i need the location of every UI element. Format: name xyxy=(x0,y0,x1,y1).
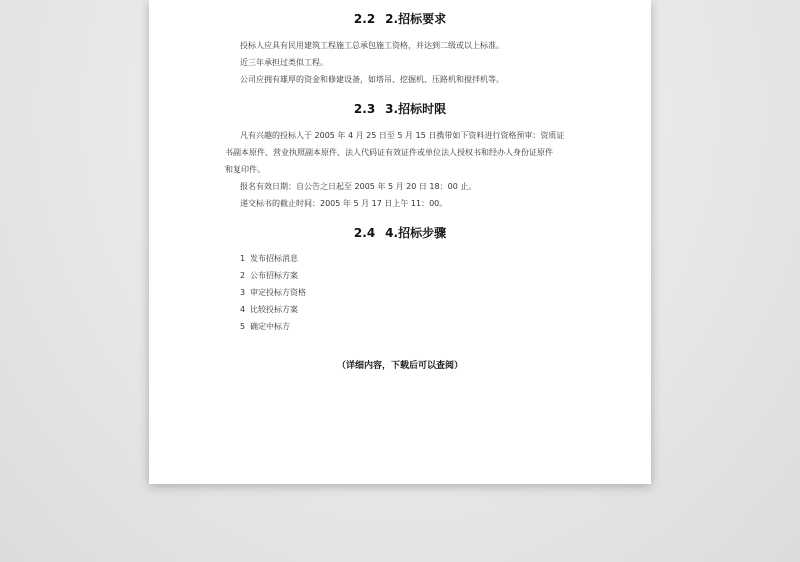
step-text: 比较投标方案 xyxy=(250,305,298,314)
step-text: 发布招标消息 xyxy=(250,254,298,263)
list-item xyxy=(240,253,298,264)
list-item xyxy=(240,287,306,298)
section-heading-2-4 xyxy=(149,224,651,241)
section-title: 4.招标步骤 xyxy=(385,226,447,240)
detail-line: 递交标书的截止时间：2005 年 5 月 17 日上午 11：00。 xyxy=(240,199,448,208)
section-number: 2.2 xyxy=(353,12,376,26)
step-number: 4 xyxy=(240,305,246,314)
paragraph-line: 书副本原件、营业执照副本原件、法人代码证有效证件或单位法人授权书和经办人身份证原件 xyxy=(225,148,553,157)
paragraph-line: 凡有兴趣的投标人于 2005 年 4 月 25 日至 5 月 15 日携带如下资料进行资格预审：资质证 xyxy=(240,131,565,140)
download-note: （详细内容，下载后可以查阅） xyxy=(336,361,463,371)
paragraph-line: 和复印件。 xyxy=(225,165,265,174)
section-number: 2.3 xyxy=(353,102,376,116)
paragraph-line: 公司应拥有雄厚的资金和修建设备，如塔吊、挖掘机、压路机和搅拌机等。 xyxy=(240,75,504,84)
section-heading-2-3 xyxy=(149,100,651,117)
section-title: 3.招标时限 xyxy=(385,102,447,116)
paragraph-line: 近三年承担过类似工程。 xyxy=(240,58,328,67)
step-text: 确定中标方 xyxy=(250,322,290,331)
document-page xyxy=(149,0,651,484)
paragraph-line: 投标人应具有民用建筑工程施工总承包施工资格，并达到二级或以上标准。 xyxy=(240,41,504,50)
list-item xyxy=(240,304,298,315)
step-number: 2 xyxy=(240,271,246,280)
step-number: 1 xyxy=(240,254,246,263)
detail-line: 报名有效日期：自公告之日起至 2005 年 5 月 20 日 18：00 止。 xyxy=(240,182,477,191)
step-text: 公布招标方案 xyxy=(250,271,298,280)
step-number: 3 xyxy=(240,288,246,297)
list-item xyxy=(240,270,298,281)
step-number: 5 xyxy=(240,322,246,331)
step-text: 审定投标方资格 xyxy=(250,288,306,297)
section-title: 2.招标要求 xyxy=(385,12,447,26)
section-number: 2.4 xyxy=(353,226,376,240)
section-heading-2-2 xyxy=(149,10,651,27)
list-item xyxy=(240,321,290,332)
